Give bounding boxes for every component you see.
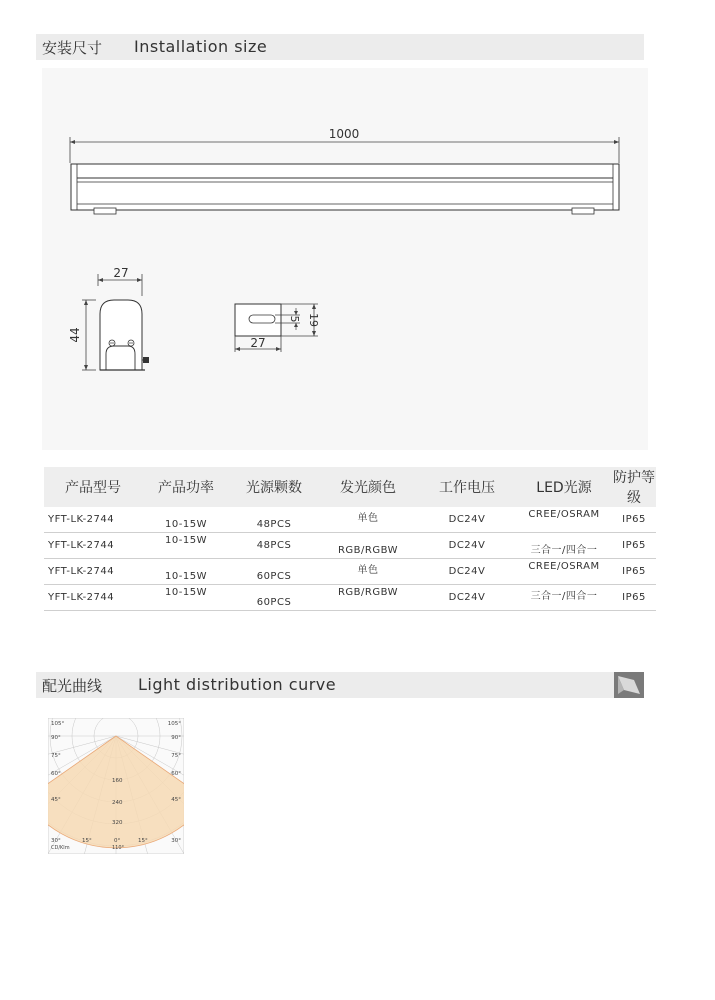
cell-voltage: DC24V [418, 559, 516, 585]
bottom-angle-label: 0° [114, 838, 121, 844]
angle-label-right: 60° [171, 771, 181, 777]
side-width-label: 27 [113, 266, 129, 280]
cell-power: 10-15W [142, 585, 230, 611]
table-header-row [44, 467, 656, 507]
cell-led-source: 三合一/四合一 [516, 533, 612, 559]
angle-label-right: 75° [171, 753, 181, 759]
cell-voltage: DC24V [418, 533, 516, 559]
angle-label-left: 75° [51, 753, 61, 759]
cell-power: 10-15W [142, 507, 230, 533]
distribution-title-en: Light distribution curve [138, 675, 337, 694]
table-row [44, 507, 656, 533]
clip-height-label: 19 [307, 313, 320, 327]
cell-color: RGB/RGBW [318, 533, 418, 559]
radial-label: 320 [112, 820, 123, 826]
cell-power: 10-15W [142, 559, 230, 585]
header-led-source: LED光源 [516, 467, 612, 507]
clip-slot-label: 5 [288, 315, 301, 323]
cell-model: YFT-LK-2744 [44, 507, 142, 533]
cell-voltage: DC24V [418, 507, 516, 533]
spec-table [44, 467, 656, 611]
cell-model: YFT-LK-2744 [44, 533, 142, 559]
cell-model: YFT-LK-2744 [44, 559, 142, 585]
beam-angle-label: 110° [112, 845, 125, 851]
header-ip-rating: 防护等级 [612, 467, 656, 507]
installation-header [36, 34, 644, 60]
angle-label-left: 60° [51, 771, 61, 777]
cell-led-count: 60PCS [230, 559, 318, 585]
angle-label-left: 105° [51, 721, 65, 727]
angle-label-right: 105° [167, 721, 181, 727]
cell-led-count: 60PCS [230, 585, 318, 611]
cell-led-source: 三合一/四合一 [516, 585, 612, 611]
side-height-label: 44 [68, 327, 82, 343]
cell-led-count: 48PCS [230, 533, 318, 559]
angle-label-right: 30° [171, 838, 181, 844]
cell-color: 单色 [318, 559, 418, 585]
cell-led-source: CREE/OSRAM [516, 507, 612, 533]
cell-led-source: CREE/OSRAM [516, 559, 612, 585]
drawing-svg [42, 68, 648, 450]
angle-label-left: 45° [51, 797, 61, 803]
cell-ip-rating: IP65 [612, 507, 656, 533]
distribution-header [36, 672, 644, 698]
cell-ip-rating: IP65 [612, 533, 656, 559]
cell-model: YFT-LK-2744 [44, 585, 142, 611]
table-row [44, 585, 656, 611]
cell-led-count: 48PCS [230, 507, 318, 533]
length-label: 1000 [328, 127, 360, 141]
header-voltage: 工作电压 [418, 467, 516, 507]
header-power: 产品功率 [142, 467, 230, 507]
light-distribution-chart [48, 718, 184, 854]
header-model: 产品型号 [44, 467, 142, 507]
angle-label-right: 45° [171, 797, 181, 803]
table-row [44, 533, 656, 559]
installation-title-en: Installation size [134, 37, 268, 56]
header-color: 发光颜色 [318, 467, 418, 507]
header-led-count: 光源颗数 [230, 467, 318, 507]
unit-label: CD/Klm [51, 845, 70, 851]
fixture-side-profile [68, 266, 149, 370]
cell-voltage: DC24V [418, 585, 516, 611]
angle-label-left: 30° [51, 838, 61, 844]
installation-drawing [42, 68, 648, 450]
clip-width-label: 27 [250, 336, 266, 350]
bottom-angle-label: 15° [138, 838, 148, 844]
cell-ip-rating: IP65 [612, 559, 656, 585]
radial-label: 240 [112, 800, 123, 806]
corner-logo-icon [614, 672, 644, 698]
installation-title-cn: 安装尺寸 [42, 39, 103, 57]
angle-label-left: 90° [51, 735, 61, 741]
bottom-angle-label: 15° [82, 838, 92, 844]
angle-label-right: 90° [171, 735, 181, 741]
cell-color: RGB/RGBW [318, 585, 418, 611]
distribution-title-cn: 配光曲线 [42, 677, 103, 695]
cell-power: 10-15W [142, 533, 230, 559]
fixture-front-view [71, 164, 619, 214]
cell-color: 单色 [318, 507, 418, 533]
table-row [44, 559, 656, 585]
radial-label: 160 [112, 778, 123, 784]
cell-ip-rating: IP65 [612, 585, 656, 611]
mounting-clip [235, 304, 320, 352]
